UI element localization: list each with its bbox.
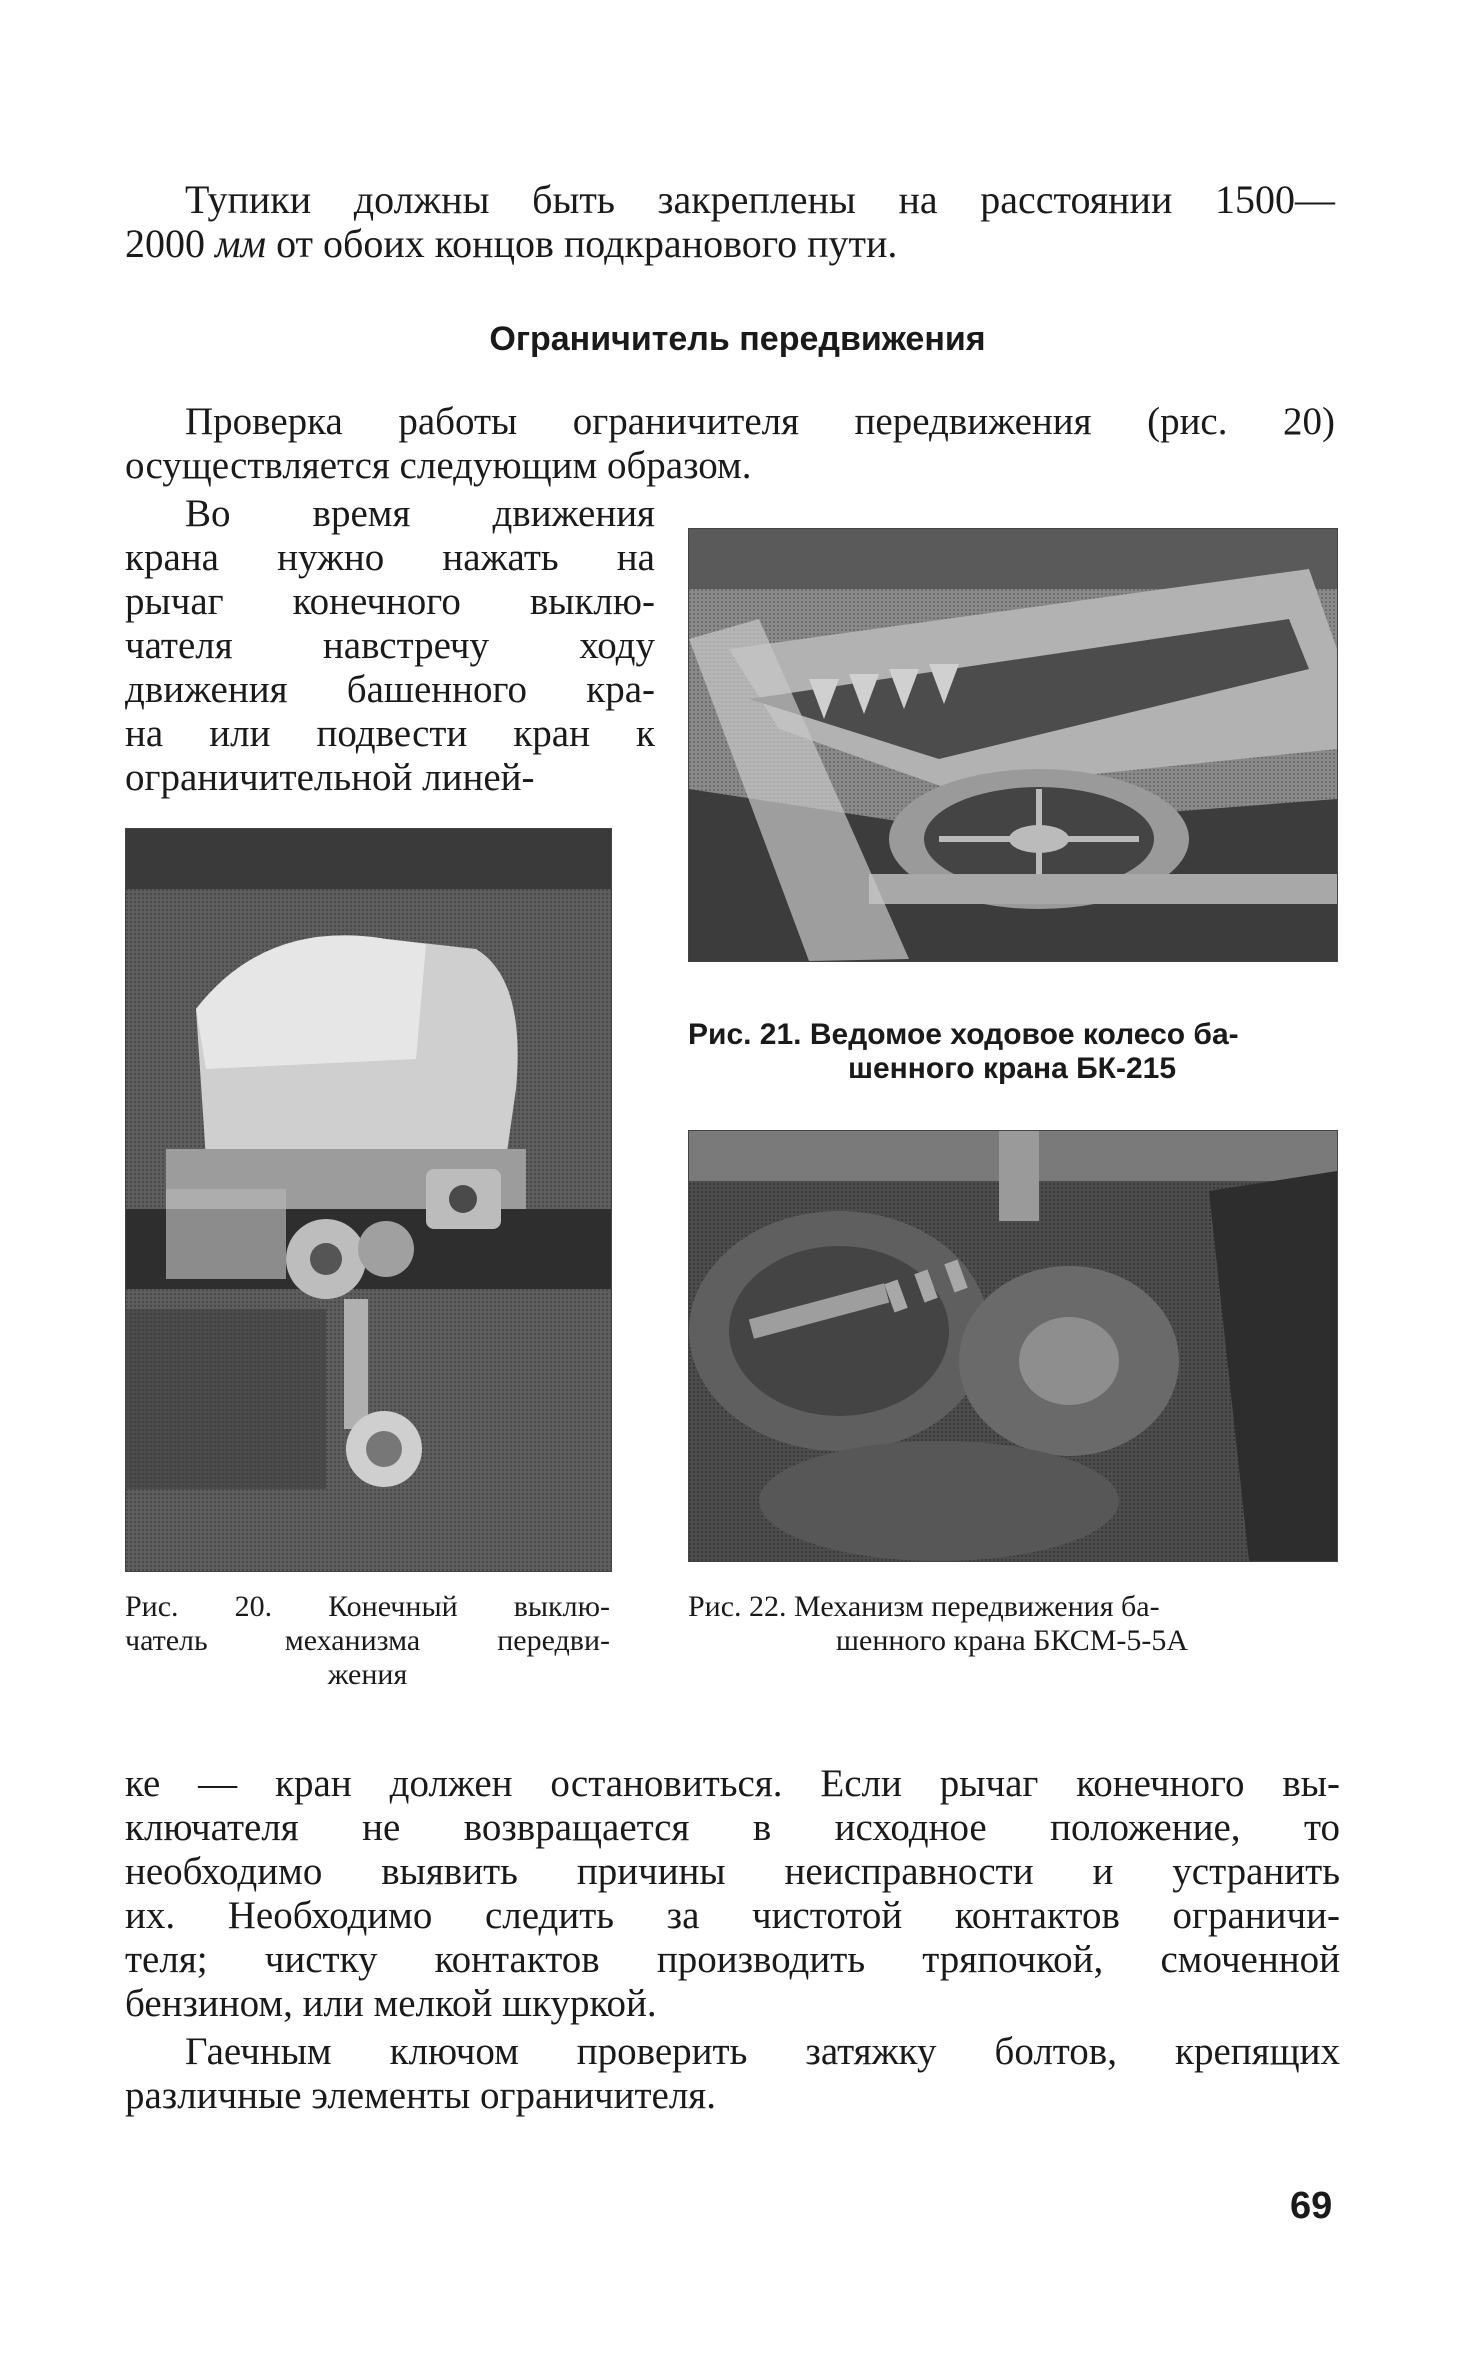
figure-21-caption-line-2: шенного крана БК-215 bbox=[847, 1052, 1177, 1085]
paragraph-bolts-line-1: Гаечным ключом проверить затяжку болтов, крепящих bbox=[185, 2030, 1340, 2073]
paragraph-procedure-line-2: крана нужно нажать на bbox=[125, 536, 655, 579]
figure-20-photo bbox=[125, 828, 612, 1572]
distance-value: 2000 bbox=[125, 221, 205, 266]
paragraph-procedure-line-7: ограничительной линей- bbox=[125, 756, 535, 799]
paragraph-bolts bbox=[125, 2030, 1340, 2118]
paragraph-procedure-line-5: движения башенного кра- bbox=[125, 668, 655, 711]
paragraph-intro-line-2: осуществляется следующим образом. bbox=[125, 444, 752, 487]
section-heading: Ограничитель передвижения bbox=[489, 320, 986, 358]
paragraph-continuation bbox=[125, 1762, 1340, 2026]
paragraph-continuation-line-4: их. Необходимо следить за чистотой контактов ограничи- bbox=[125, 1894, 1340, 1937]
paragraph-continuation-line-3: необходимо выявить причины неисправности и устранить bbox=[125, 1850, 1340, 1893]
paragraph-bolts-line-2: различные элементы ограничителя. bbox=[125, 2074, 716, 2117]
figure-22-caption-line-2: шенного крана БКСМ-5-5А bbox=[835, 1624, 1189, 1657]
paragraph-continuation-line-2: ключателя не возвращается в исходное положение, то bbox=[125, 1806, 1340, 1849]
paragraph-continuation-line-6: бензином, или мелкой шкуркой. bbox=[125, 1982, 657, 2025]
paragraph-procedure-line-1: Во время движения bbox=[185, 492, 655, 535]
limit-switch-image bbox=[126, 829, 611, 1571]
paragraph-procedure-line-3: рычаг конечного выклю- bbox=[125, 580, 655, 623]
driven-wheel-image bbox=[689, 529, 1337, 961]
top-paragraph-line-2 bbox=[125, 222, 1335, 266]
figure-20-caption-line-2: чатель механизма передви- bbox=[125, 1624, 610, 1657]
paragraph-procedure-line-4: чателя навстречу ходу bbox=[125, 624, 655, 667]
top-paragraph-line-1: Тупики должны быть закреплены на расстоянии 1500— bbox=[185, 177, 1335, 222]
figure-20-caption bbox=[125, 1590, 610, 1692]
figure-22-caption bbox=[688, 1590, 1336, 1658]
paragraph-intro-line-1: Проверка работы ограничителя передвижения (рис. 20) bbox=[185, 400, 1335, 443]
paragraph-procedure bbox=[125, 492, 655, 800]
figure-21-photo bbox=[688, 528, 1338, 962]
top-paragraph-rest: от обоих концов подкранового пути. bbox=[276, 221, 898, 266]
figure-21-caption bbox=[688, 1018, 1336, 1086]
paragraph-continuation-line-1: ке — кран должен остановиться. Если рычаг конечного вы- bbox=[125, 1762, 1340, 1805]
figure-20-caption-line-3: жения bbox=[327, 1658, 408, 1691]
figure-22-photo bbox=[688, 1130, 1338, 1562]
paragraph-continuation-line-5: теля; чистку контактов производить тряпочкой, смоченной bbox=[125, 1938, 1340, 1981]
travel-mechanism-image bbox=[689, 1131, 1337, 1561]
top-paragraph bbox=[125, 178, 1335, 266]
distance-unit: мм bbox=[215, 221, 267, 266]
figure-20-caption-line-1: Рис. 20. Конечный выклю- bbox=[125, 1590, 610, 1623]
figure-21-caption-line-1: Рис. 21. Ведомое ходовое колесо ба- bbox=[688, 1018, 1239, 1051]
figure-22-caption-line-1: Рис. 22. Механизм передвижения ба- bbox=[688, 1590, 1160, 1623]
paragraph-procedure-line-6: на или подвести кран к bbox=[125, 712, 655, 755]
paragraph-intro bbox=[125, 400, 1335, 488]
page-number: 69 bbox=[1290, 2185, 1333, 2227]
